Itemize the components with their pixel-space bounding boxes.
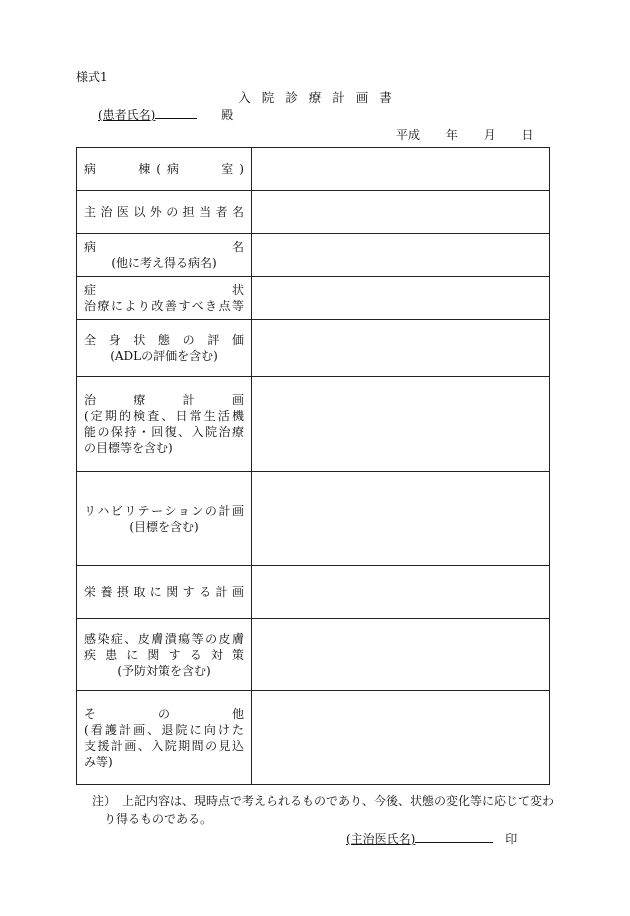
plan-table xyxy=(76,147,550,785)
table-row xyxy=(77,619,550,691)
row-value-rehabilitation[interactable] xyxy=(252,472,550,566)
note-line-1: 注） 上記内容は、現時点で考えられるものであり、今後、状態の変化等に応じて変わ xyxy=(92,794,555,808)
row-label-disease: 病 名 (他に考え得る病名) xyxy=(77,234,252,277)
doctor-name-label: (主治医氏名) xyxy=(346,832,416,846)
row-label-staff: 主治医以外の担当者名 xyxy=(77,191,252,234)
row-label-symptoms: 症 状 治療により改善すべき点等 xyxy=(77,277,252,320)
date-era: 平成 xyxy=(396,128,421,142)
patient-name-line xyxy=(98,106,233,123)
row-label-treatment-plan: 治 療 計 画 (定期的検査、日常生活機 能の保持・回復、入院治療 の目標等を含む) xyxy=(77,377,252,472)
row-label-other: そ の 他 (看護計画、退院に向けた 支援計画、入院期間の見込 み等) xyxy=(77,691,252,785)
seal-mark: 印 xyxy=(505,832,518,846)
row-label-infection: 感染症、皮膚潰瘍等の皮膚 疾患に関する対策 (予防対策を含む) xyxy=(77,619,252,691)
note-line-2: り得るものである。 xyxy=(104,812,213,826)
document-title: 入院診療計画書 xyxy=(238,90,403,105)
row-value-nutrition[interactable] xyxy=(252,566,550,619)
row-label-nutrition: 栄養摂取に関する計画 xyxy=(77,566,252,619)
table-row xyxy=(77,277,550,320)
table-row xyxy=(77,234,550,277)
date-year: 年 xyxy=(445,128,458,142)
doctor-name-blank[interactable] xyxy=(415,831,493,843)
row-value-general-condition[interactable] xyxy=(252,320,550,377)
table-row xyxy=(77,377,550,472)
row-label-ward: 病 棟(病 室) xyxy=(77,148,252,191)
table-row xyxy=(77,566,550,619)
row-value-staff[interactable] xyxy=(252,191,550,234)
table-row xyxy=(77,472,550,566)
row-value-infection[interactable] xyxy=(252,619,550,691)
table-row xyxy=(77,148,550,191)
row-label-general-condition: 全身状態の評価 (ADLの評価を含む) xyxy=(77,320,252,377)
patient-name-label: (患者氏名) xyxy=(98,108,156,122)
patient-name-blank[interactable] xyxy=(155,107,197,119)
doctor-name-line xyxy=(346,830,517,847)
row-value-ward[interactable] xyxy=(252,148,550,191)
row-value-disease[interactable] xyxy=(252,234,550,277)
table-row xyxy=(77,691,550,785)
table-row xyxy=(77,320,550,377)
patient-honorific: 殿 xyxy=(221,108,234,122)
form-number: 様式1 xyxy=(76,70,108,84)
row-value-other[interactable] xyxy=(252,691,550,785)
date-month: 月 xyxy=(483,128,496,142)
row-label-rehabilitation: リハビリテーションの計画 (目標を含む) xyxy=(77,472,252,566)
row-value-symptoms[interactable] xyxy=(252,277,550,320)
date-day: 日 xyxy=(521,128,534,142)
table-row xyxy=(77,191,550,234)
row-value-treatment-plan[interactable] xyxy=(252,377,550,472)
date-line xyxy=(396,126,534,143)
